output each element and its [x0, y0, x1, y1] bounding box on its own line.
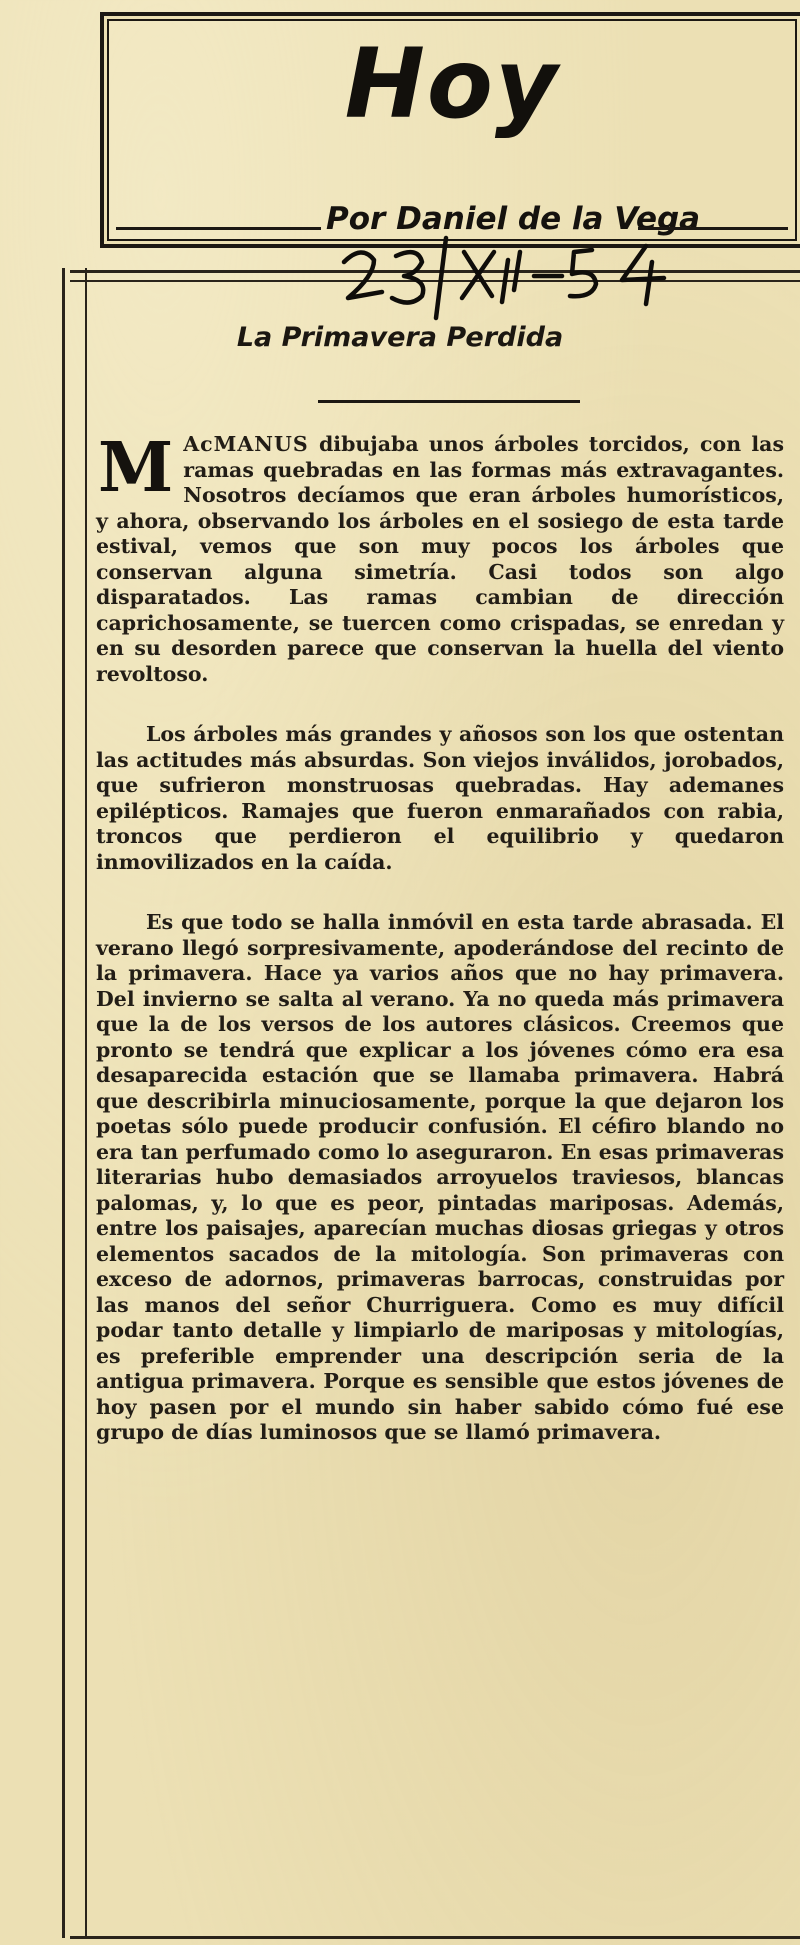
- column-left-border: [62, 268, 87, 1938]
- column-bottom-rule: [70, 1936, 800, 1939]
- byline-left-rule: [116, 227, 321, 230]
- paragraph-1: [96, 428, 784, 687]
- byline-row: [104, 193, 800, 237]
- column-title: Hoy: [344, 28, 560, 140]
- drop-cap: M: [98, 428, 174, 508]
- handwritten-date: [330, 232, 680, 322]
- byline-right-rule: [638, 227, 788, 230]
- subtitle-rule: [318, 400, 580, 403]
- paragraph-1-text: dibujaba unos árboles torcidos, con las ramas quebradas en las formas más extravagantes. Nosotros decíamos que eran árboles humorísticos, y ahora, observando los árboles en el sosiego de esta tarde estival, vemos que son muy pocos los árboles que conservan alguna simetría. Casi todos son algo disparatados. Las ramas cambian de dirección caprichosamente, se tuercen como crispadas, se enredan y en su desorden parece que conservan la huella del viento revoltoso.: [96, 432, 784, 686]
- article-subtitle: La Primavera Perdida: [236, 322, 564, 353]
- paragraph-3: Es que todo se halla inmóvil en esta tarde abrasada. El verano llegó sorpresivamente, apoderándose del recinto de la primavera. Hace ya varios años que no hay primavera. Del invierno se salta al verano. Ya no queda más primavera que la de los versos de los autores clásicos. Creemos que pronto se tendrá que explicar a los jóvenes cómo era esa desaparecida estación que se llamaba primavera. Habrá que describirla minuciosamente, porque la que dejaron los poetas sólo puede producir confusión. El céfiro blando no era tan perfumado como lo aseguraron. En esas primaveras literarias hubo demasiados arroyuelos traviesos, blancas palomas, y, lo que es peor, pintadas mariposas. Además, entre los paisajes, aparecían muchas diosas griegas y otros elementos sacados de la mitología. Son primaveras con exceso de adornos, primaveras barrocas, construidas por las manos del señor Churriguera. Como es muy difícil podar tanto detalle y limpiarlo de mariposas y mitologías, es preferible emprender una descripción seria de la antigua primavera. Porque es sensible que estos jóvenes de hoy pasen por el mundo sin haber sabido cómo fué ese grupo de días luminosos que se llamó primavera.: [96, 910, 784, 1444]
- first-word: AcMANUS: [183, 432, 309, 456]
- masthead-box: [100, 12, 800, 248]
- paragraph-2: Los árboles más grandes y añosos son los que ostentan las actitudes más absurdas. Son viejos inválidos, jorobados, que sufrieron monstruosas quebradas. Hay ademanes epilépticos. Ramajes que fueron enmarañados con rabia, troncos que perdieron el equilibrio y quedaron inmovilizados en la caída.: [96, 722, 784, 874]
- byline: Por Daniel de la Vega: [326, 201, 701, 237]
- article-body: [96, 428, 784, 1481]
